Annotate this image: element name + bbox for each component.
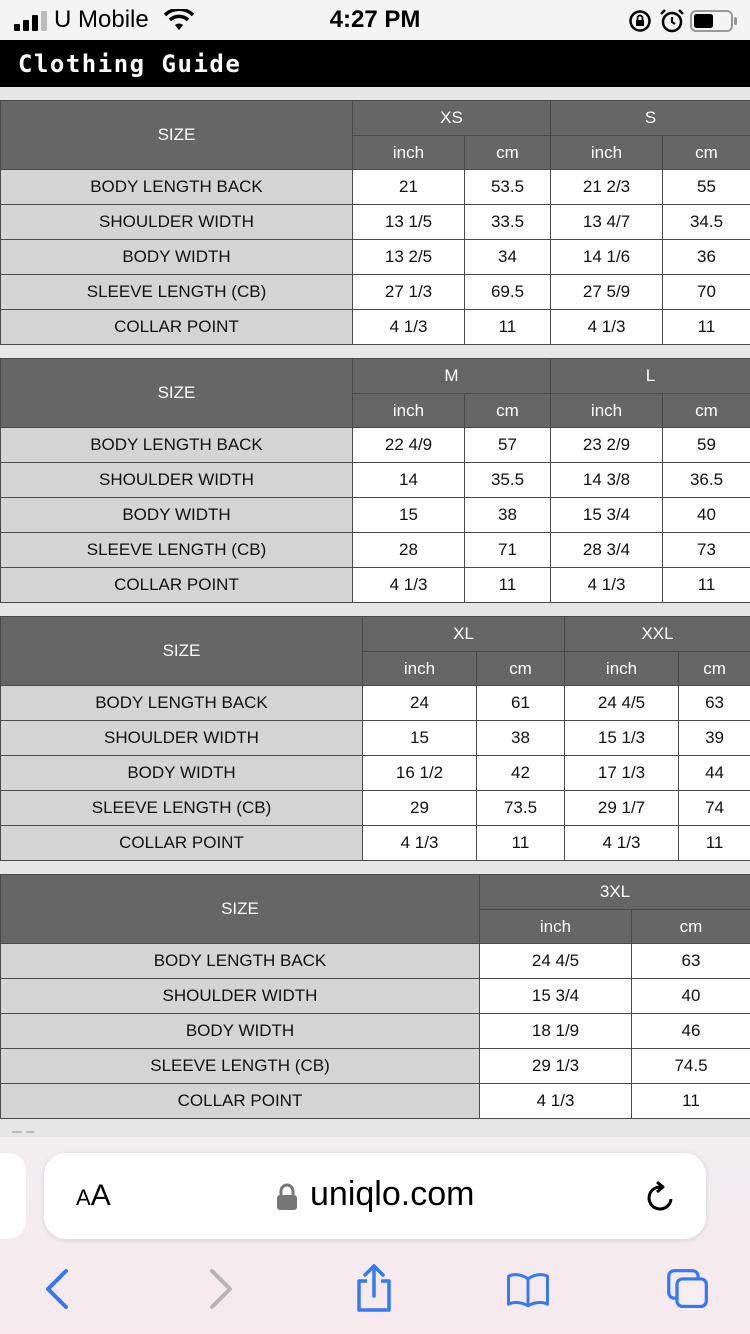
row-label: BODY LENGTH BACK (1, 170, 353, 205)
value-cell: 22 4/9 (353, 428, 465, 463)
value-cell: 14 1/6 (551, 240, 663, 275)
unit-header-cm: cm (679, 652, 750, 686)
value-cell: 29 1/3 (480, 1049, 632, 1084)
reload-icon[interactable] (644, 1179, 678, 1215)
table-row (1, 170, 750, 205)
value-cell: 11 (477, 826, 565, 861)
bookmarks-icon[interactable] (506, 1267, 550, 1311)
value-cell: 28 (353, 533, 465, 568)
value-cell: 4 1/3 (353, 568, 465, 603)
value-cell: 38 (465, 498, 551, 533)
unit-header-inch: inch (353, 136, 465, 170)
row-label: COLLAR POINT (1, 568, 353, 603)
url-text[interactable]: uniqlo.com (310, 1175, 475, 1213)
size-header: SIZE (1, 875, 480, 944)
row-label: SLEEVE LENGTH (CB) (1, 791, 363, 826)
row-label: COLLAR POINT (1, 310, 353, 345)
table-row (1, 498, 750, 533)
value-cell: 70 (663, 275, 750, 310)
row-label: SLEEVE LENGTH (CB) (1, 275, 353, 310)
table-row (1, 979, 750, 1014)
unit-header-inch: inch (480, 910, 632, 944)
value-cell: 57 (465, 428, 551, 463)
size-table-3xl (0, 874, 750, 1119)
value-cell: 15 3/4 (480, 979, 632, 1014)
value-cell: 42 (477, 756, 565, 791)
value-cell: 4 1/3 (565, 826, 679, 861)
value-cell: 13 2/5 (353, 240, 465, 275)
status-bar (0, 0, 750, 40)
size-column-xs: XS (353, 101, 551, 136)
value-cell: 55 (663, 170, 750, 205)
value-cell: 74 (679, 791, 750, 826)
value-cell: 23 2/9 (551, 428, 663, 463)
value-cell: 39 (679, 721, 750, 756)
table-row (1, 205, 750, 240)
address-bar[interactable] (44, 1153, 706, 1239)
unit-header-cm: cm (663, 136, 750, 170)
unit-header-cm: cm (632, 910, 750, 944)
row-label: SHOULDER WIDTH (1, 721, 363, 756)
row-label: BODY LENGTH BACK (1, 686, 363, 721)
row-label: SHOULDER WIDTH (1, 463, 353, 498)
row-label: SHOULDER WIDTH (1, 205, 353, 240)
unit-header-cm: cm (663, 394, 750, 428)
value-cell: 44 (679, 756, 750, 791)
size-chart-content[interactable] (0, 87, 750, 1137)
unit-header-inch: inch (353, 394, 465, 428)
unit-header-inch: inch (565, 652, 679, 686)
value-cell: 27 1/3 (353, 275, 465, 310)
unit-header-inch: inch (363, 652, 477, 686)
table-row (1, 944, 750, 979)
size-header: SIZE (1, 359, 353, 428)
table-row (1, 275, 750, 310)
value-cell: 24 (363, 686, 477, 721)
value-cell: 46 (632, 1014, 750, 1049)
value-cell: 61 (477, 686, 565, 721)
value-cell: 69.5 (465, 275, 551, 310)
value-cell: 4 1/3 (353, 310, 465, 345)
value-cell: 38 (477, 721, 565, 756)
value-cell: 11 (679, 826, 750, 861)
table-row (1, 568, 750, 603)
value-cell: 11 (663, 568, 750, 603)
value-cell: 27 5/9 (551, 275, 663, 310)
size-table-xl-xxl (0, 616, 750, 861)
value-cell: 35.5 (465, 463, 551, 498)
value-cell: 28 3/4 (551, 533, 663, 568)
table-row (1, 721, 750, 756)
row-label: BODY WIDTH (1, 1014, 480, 1049)
value-cell: 4 1/3 (480, 1084, 632, 1119)
value-cell: 40 (663, 498, 750, 533)
table-row (1, 310, 750, 345)
value-cell: 34 (465, 240, 551, 275)
row-label: SHOULDER WIDTH (1, 979, 480, 1014)
value-cell: 14 3/8 (551, 463, 663, 498)
size-header: SIZE (1, 101, 353, 170)
size-column-xxl: XXL (565, 617, 750, 652)
table-row (1, 791, 750, 826)
next-content-peek (12, 1130, 42, 1134)
row-label: BODY LENGTH BACK (1, 428, 353, 463)
value-cell: 11 (632, 1084, 750, 1119)
value-cell: 71 (465, 533, 551, 568)
value-cell: 59 (663, 428, 750, 463)
size-column-m: M (353, 359, 551, 394)
value-cell: 34.5 (663, 205, 750, 240)
back-icon[interactable] (36, 1267, 80, 1311)
value-cell: 63 (632, 944, 750, 979)
page-title: Clothing Guide (18, 50, 242, 78)
table-row (1, 428, 750, 463)
size-table-xs-s (0, 100, 750, 345)
value-cell: 4 1/3 (363, 826, 477, 861)
unit-header-cm: cm (465, 136, 551, 170)
value-cell: 73.5 (477, 791, 565, 826)
value-cell: 11 (663, 310, 750, 345)
lock-icon (276, 1183, 298, 1211)
size-column-l: L (551, 359, 750, 394)
row-label: BODY WIDTH (1, 756, 363, 791)
size-column-xl: XL (363, 617, 565, 652)
table-row (1, 533, 750, 568)
text-size-button[interactable] (76, 1179, 111, 1213)
value-cell: 24 4/5 (480, 944, 632, 979)
value-cell: 15 3/4 (551, 498, 663, 533)
row-label: BODY WIDTH (1, 498, 353, 533)
row-label: COLLAR POINT (1, 826, 363, 861)
value-cell: 33.5 (465, 205, 551, 240)
row-label: BODY WIDTH (1, 240, 353, 275)
browser-toolbar (0, 1137, 750, 1334)
unit-header-inch: inch (551, 136, 663, 170)
clock-time: 4:27 PM (329, 6, 421, 33)
row-label: SLEEVE LENGTH (CB) (1, 533, 353, 568)
value-cell: 73 (663, 533, 750, 568)
size-header: SIZE (1, 617, 363, 686)
value-cell: 74.5 (632, 1049, 750, 1084)
table-row (1, 1049, 750, 1084)
previous-tab-peek[interactable] (0, 1153, 26, 1239)
value-cell: 18 1/9 (480, 1014, 632, 1049)
size-column-3xl: 3XL (480, 875, 750, 910)
text-size-small-glyph: A (76, 1185, 91, 1210)
table-row (1, 1084, 750, 1119)
value-cell: 36.5 (663, 463, 750, 498)
value-cell: 16 1/2 (363, 756, 477, 791)
value-cell: 17 1/3 (565, 756, 679, 791)
rotation-lock-icon (628, 9, 652, 33)
tabs-icon[interactable] (666, 1267, 710, 1311)
value-cell: 11 (465, 310, 551, 345)
value-cell: 40 (632, 979, 750, 1014)
value-cell: 4 1/3 (551, 310, 663, 345)
table-row (1, 240, 750, 275)
share-icon[interactable] (352, 1263, 396, 1313)
table-row (1, 463, 750, 498)
size-table-m-l (0, 358, 750, 603)
size-column-s: S (551, 101, 750, 136)
battery-icon (690, 9, 738, 33)
row-label: COLLAR POINT (1, 1084, 480, 1119)
value-cell: 14 (353, 463, 465, 498)
value-cell: 29 (363, 791, 477, 826)
row-label: SLEEVE LENGTH (CB) (1, 1049, 480, 1084)
value-cell: 21 (353, 170, 465, 205)
text-size-large-glyph: A (90, 1179, 111, 1212)
row-label: BODY LENGTH BACK (1, 944, 480, 979)
value-cell: 36 (663, 240, 750, 275)
carrier-name: U Mobile (54, 6, 149, 33)
unit-header-cm: cm (477, 652, 565, 686)
unit-header-inch: inch (551, 394, 663, 428)
value-cell: 53.5 (465, 170, 551, 205)
value-cell: 15 (363, 721, 477, 756)
value-cell: 15 1/3 (565, 721, 679, 756)
table-row (1, 686, 750, 721)
table-row (1, 1014, 750, 1049)
value-cell: 63 (679, 686, 750, 721)
table-row (1, 756, 750, 791)
value-cell: 15 (353, 498, 465, 533)
table-row (1, 826, 750, 861)
value-cell: 24 4/5 (565, 686, 679, 721)
unit-header-cm: cm (465, 394, 551, 428)
forward-icon[interactable] (198, 1267, 242, 1311)
title-bar (0, 40, 750, 87)
alarm-icon (659, 8, 685, 34)
value-cell: 29 1/7 (565, 791, 679, 826)
value-cell: 13 1/5 (353, 205, 465, 240)
value-cell: 11 (465, 568, 551, 603)
value-cell: 21 2/3 (551, 170, 663, 205)
value-cell: 4 1/3 (551, 568, 663, 603)
value-cell: 13 4/7 (551, 205, 663, 240)
